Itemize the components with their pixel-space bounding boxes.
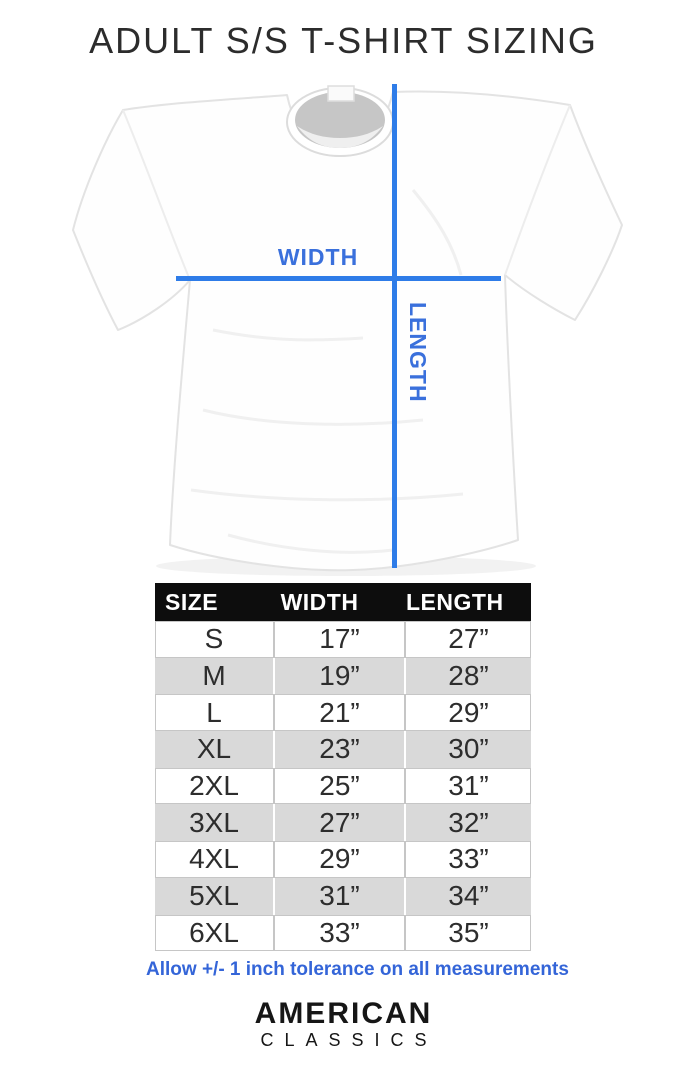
table-row [155, 878, 531, 915]
size-cell: 5XL [155, 878, 273, 915]
width-label: WIDTH [277, 244, 359, 270]
neck-tag [328, 86, 354, 101]
size-table-rows [155, 621, 531, 951]
width-measure-line [176, 276, 501, 281]
width-cell: 19” [275, 658, 404, 695]
header-width: WIDTH [280, 588, 359, 615]
length-cell: 34” [406, 878, 531, 915]
size-cell: M [155, 658, 273, 695]
brand-name-primary: AMERICAN [254, 997, 433, 1030]
tshirt-image [63, 80, 625, 576]
table-row [155, 768, 531, 805]
table-row [155, 658, 531, 695]
length-cell: 28” [406, 658, 531, 695]
table-row [155, 804, 531, 841]
table-row [155, 915, 531, 952]
tolerance-note: Allow +/- 1 inch tolerance on all measurements [146, 959, 569, 980]
length-cell: 29” [406, 694, 531, 731]
header-size: SIZE [165, 588, 219, 615]
size-cell: 4XL [155, 841, 273, 878]
page-title: ADULT S/S T-SHIRT SIZING [89, 20, 598, 61]
size-cell: XL [155, 731, 273, 768]
length-cell: 27” [406, 621, 531, 658]
width-cell: 33” [275, 915, 404, 952]
width-cell: 29” [275, 841, 404, 878]
size-cell: L [155, 694, 273, 731]
width-cell: 27” [275, 804, 404, 841]
size-cell: 6XL [155, 915, 273, 952]
table-row [155, 621, 531, 658]
length-cell: 31” [406, 768, 531, 805]
brand-name-secondary: CLASSICS [260, 1030, 438, 1050]
size-cell: 2XL [155, 768, 273, 805]
size-cell: S [155, 621, 273, 658]
length-cell: 33” [406, 841, 531, 878]
brand-logo [0, 999, 687, 1051]
width-cell: 21” [275, 694, 404, 731]
tshirt-diagram [63, 80, 625, 576]
length-cell: 30” [406, 731, 531, 768]
size-table [155, 583, 531, 951]
length-cell: 32” [406, 804, 531, 841]
length-label: LENGTH [405, 302, 431, 403]
length-cell: 35” [406, 915, 531, 952]
size-cell: 3XL [155, 804, 273, 841]
table-row [155, 841, 531, 878]
width-cell: 25” [275, 768, 404, 805]
length-measure-line [392, 84, 397, 568]
width-cell: 17” [275, 621, 404, 658]
table-row [155, 694, 531, 731]
header-length: LENGTH [406, 588, 504, 615]
table-row [155, 731, 531, 768]
width-cell: 23” [275, 731, 404, 768]
size-table-header [155, 583, 531, 621]
width-cell: 31” [275, 878, 404, 915]
